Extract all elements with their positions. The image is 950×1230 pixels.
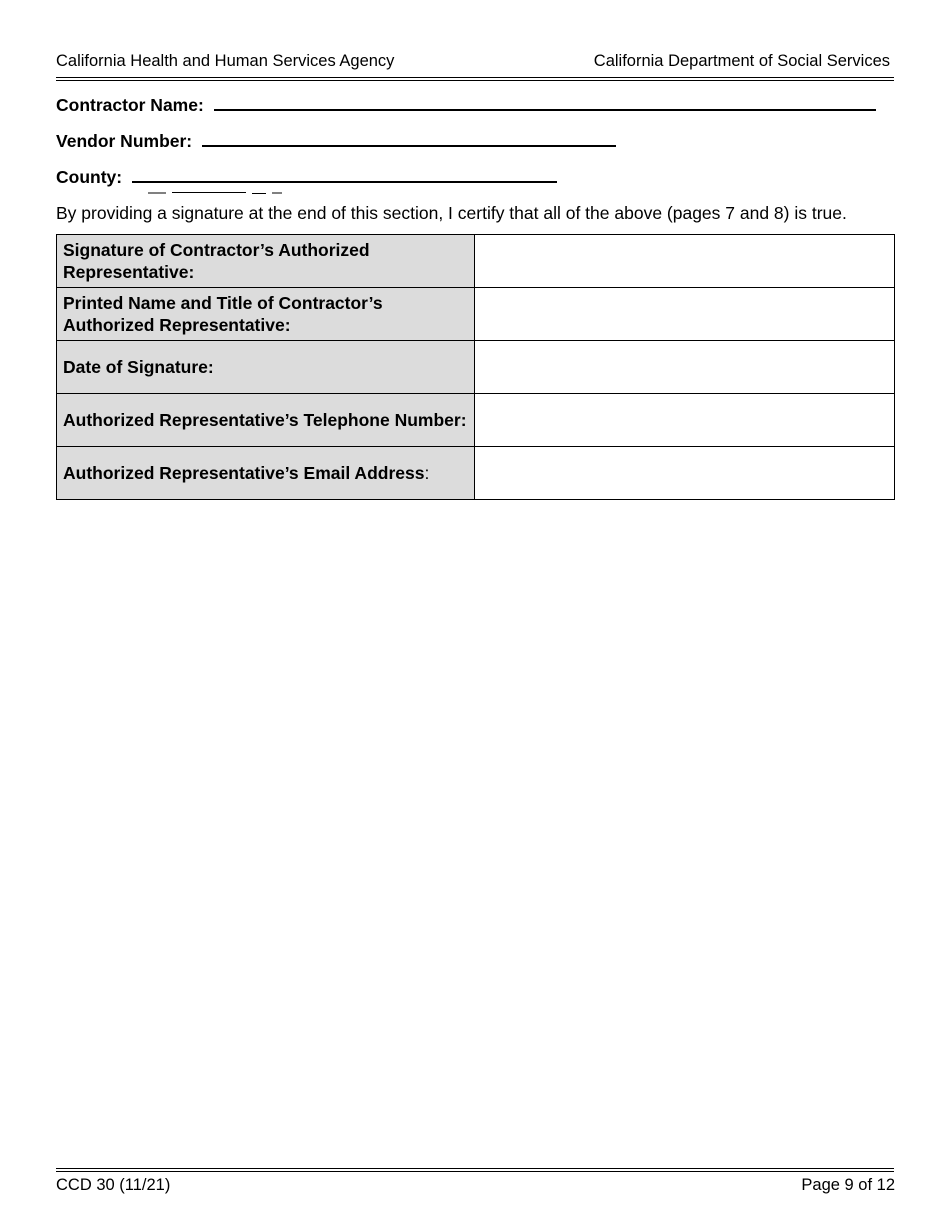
page-header (56, 50, 894, 74)
signature-table (56, 234, 895, 500)
table-row (57, 235, 895, 288)
table-row (57, 288, 895, 341)
telephone-label: Authorized Representative’s Telephone Number: (57, 394, 475, 447)
vendor-number-field (56, 129, 616, 152)
certification-statement: By providing a signature at the end of this section, I certify that all of the above (pages 7 and 8) is true. (56, 203, 847, 223)
signature-label: Signature of Contractor’s Authorized Representative: (57, 235, 475, 288)
contractor-name-field (56, 93, 876, 116)
scan-artifact (148, 191, 282, 195)
table-row (57, 447, 895, 500)
contractor-name-blank[interactable] (214, 93, 876, 111)
agency-name: California Health and Human Services Agency (56, 52, 395, 70)
vendor-number-label: Vendor Number: (56, 131, 193, 151)
footer-rule (56, 1168, 894, 1172)
department-name: California Department of Social Services (593, 52, 890, 70)
page-number: Page 9 of 12 (801, 1176, 895, 1194)
signature-value-cell[interactable] (475, 235, 895, 288)
email-address-value-cell[interactable] (475, 447, 895, 500)
email-address-colon: : (424, 463, 430, 483)
printed-name-label: Printed Name and Title of Contractor’s Authorized Representative: (57, 288, 475, 341)
date-of-signature-label: Date of Signature: (57, 341, 475, 394)
contractor-name-label: Contractor Name: (56, 95, 204, 115)
email-address-label-cell (57, 447, 475, 500)
county-blank[interactable] (132, 165, 557, 183)
email-address-label: Authorized Representative’s Email Address (63, 463, 425, 483)
header-rule (56, 77, 894, 81)
table-row (57, 341, 895, 394)
date-of-signature-value-cell[interactable] (475, 341, 895, 394)
county-label: County: (56, 167, 123, 187)
table-row (57, 394, 895, 447)
printed-name-value-cell[interactable] (475, 288, 895, 341)
vendor-number-blank[interactable] (202, 129, 616, 147)
form-id: CCD 30 (11/21) (56, 1176, 171, 1194)
telephone-value-cell[interactable] (475, 394, 895, 447)
county-field (56, 165, 557, 188)
